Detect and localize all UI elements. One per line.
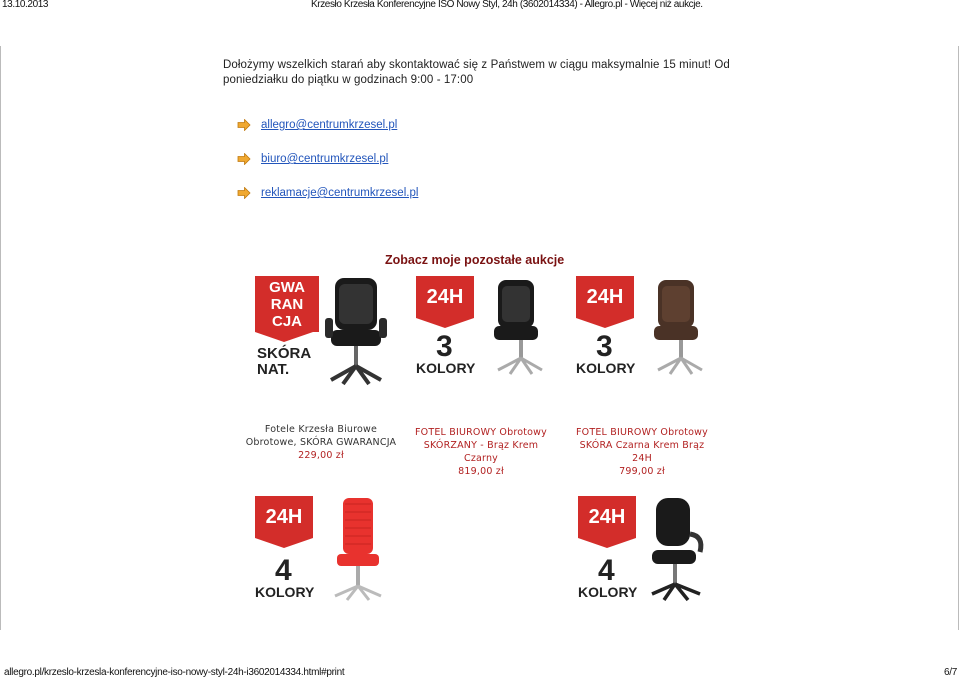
arrow-right-icon [237, 187, 251, 199]
more-auctions-title: Zobacz moje pozostałe aukcje [385, 253, 565, 267]
email-row-reklamacje [237, 186, 418, 220]
color-count: 4 [275, 554, 292, 587]
print-url: allegro.pl/krzeslo-krzesla-konferencyjne-iso-nowy-styl-24h-i3602014334.html#print [4, 667, 345, 678]
office-chair-image [321, 276, 391, 388]
colors-label: KOLORY [576, 360, 636, 376]
print-footer [0, 667, 959, 679]
arrow-right-icon [237, 153, 251, 165]
print-date: 13.10.2013 [2, 0, 49, 10]
auction-card-3[interactable] [576, 274, 726, 394]
page-content [0, 46, 959, 630]
email-row-allegro [237, 118, 418, 152]
auction-caption-3[interactable] [563, 426, 721, 478]
colors-label: KOLORY [578, 584, 638, 600]
office-chair-image [486, 278, 546, 376]
office-chair-image [646, 278, 706, 376]
print-header [0, 0, 959, 10]
badge-line: RAN [270, 296, 304, 313]
caption-line: Czarny [463, 453, 499, 464]
caption-line: SKÓRZANY - Brąz Krem [423, 440, 539, 451]
caption-line: Obrotowe, SKÓRA GWARANCJA [245, 437, 397, 448]
colors-label: KOLORY [255, 584, 315, 600]
badge-line: CJA [271, 313, 302, 330]
colors-label: KOLORY [416, 360, 476, 376]
auction-card-2[interactable] [416, 274, 566, 394]
badge-24h: 24H [255, 496, 313, 538]
email-link-reklamacje[interactable]: reklamacje@centrumkrzesel.pl [261, 187, 419, 199]
caption-line: 24H [632, 453, 652, 464]
badge-24h: 24H [416, 276, 474, 318]
badge-24h: 24H [578, 496, 636, 538]
auction-card-1[interactable] [255, 274, 405, 394]
office-chair-image [644, 496, 712, 602]
color-count: 3 [596, 330, 613, 363]
caption-price: 799,00 zł [619, 466, 665, 477]
contact-message-line-1: Dołożymy wszelkich starań aby skontaktować się z Państwem w ciągu maksymalnie 15 minut! Od [223, 59, 730, 71]
caption-line: FOTEL BIUROWY Obrotowy [415, 427, 547, 438]
guarantee-badge [255, 276, 319, 332]
caption-line: Fotele Krzesła Biurowe [264, 424, 378, 435]
auction-card-4[interactable] [255, 494, 405, 614]
auction-caption-2[interactable] [403, 426, 559, 478]
color-count: 3 [436, 330, 453, 363]
auction-card-5[interactable] [578, 494, 728, 614]
arrow-right-icon [237, 119, 251, 131]
contact-message [223, 58, 783, 88]
contact-email-list [237, 118, 418, 220]
caption-line: FOTEL BIUROWY Obrotowy [576, 427, 708, 438]
caption-price: 819,00 zł [458, 466, 504, 477]
leather-label-line: SKÓRA [257, 345, 312, 362]
caption-price: 229,00 zł [298, 450, 344, 461]
office-chair-image [327, 496, 387, 602]
email-link-biuro[interactable]: biuro@centrumkrzesel.pl [261, 153, 389, 165]
leather-label [257, 346, 311, 378]
auction-caption-1[interactable] [237, 423, 405, 462]
caption-line: SKÓRA Czarna Krem Brąz [579, 440, 705, 451]
badge-line: GWA [269, 279, 305, 296]
email-row-biuro [237, 152, 418, 186]
badge-24h: 24H [576, 276, 634, 318]
leather-label-line: NAT. [257, 361, 290, 378]
email-link-allegro[interactable]: allegro@centrumkrzesel.pl [261, 119, 398, 131]
color-count: 4 [598, 554, 615, 587]
print-page-title: Krzesło Krzesła Konferencyjne ISO Nowy Styl, 24h (3602014334) - Allegro.pl - Więcej niż aukcje. [311, 0, 703, 10]
page-number: 6/7 [943, 667, 957, 678]
contact-message-line-2: poniedziałku do piątku w godzinach 9:00 - 17:00 [223, 74, 474, 86]
